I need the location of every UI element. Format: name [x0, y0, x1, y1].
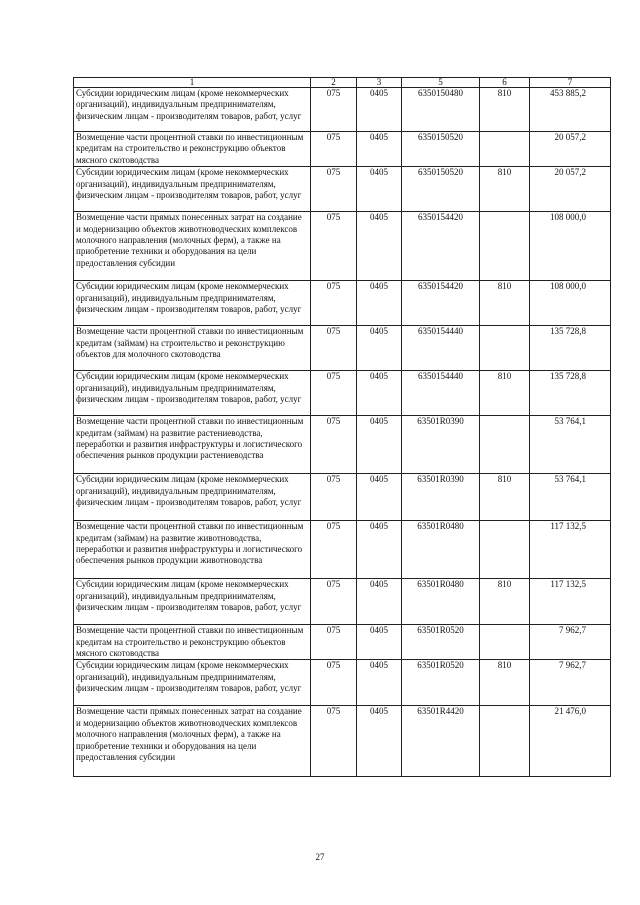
row-description: Субсидии юридическим лицам (кроме некоммерческих организаций), индивидуальным предпринимателям, физическим лицам - производителям товаров, работ, услуг [74, 88, 311, 132]
row-code-6: 810 [480, 660, 530, 706]
row-code-6: 810 [480, 474, 530, 521]
row-code-5: 6350154420 [402, 212, 480, 281]
row-code-2: 075 [311, 416, 357, 474]
row-code-2: 075 [311, 212, 357, 281]
row-code-5: 63501R0520 [402, 660, 480, 706]
row-code-6 [480, 706, 530, 777]
table-row [74, 416, 611, 474]
row-code-5: 63501R0480 [402, 521, 480, 579]
row-code-3: 0405 [357, 167, 402, 212]
table-row [74, 88, 611, 132]
row-code-5: 63501R0520 [402, 625, 480, 660]
row-code-6: 810 [480, 579, 530, 625]
row-amount: 117 132,5 [530, 521, 611, 579]
row-code-6 [480, 521, 530, 579]
row-code-6: 810 [480, 88, 530, 132]
row-amount: 7 962,7 [530, 660, 611, 706]
row-amount: 108 000,0 [530, 281, 611, 326]
row-code-6: 810 [480, 371, 530, 416]
row-code-6: 810 [480, 281, 530, 326]
row-code-6: 810 [480, 167, 530, 212]
row-amount: 453 885,2 [530, 88, 611, 132]
row-code-2: 075 [311, 474, 357, 521]
row-code-3: 0405 [357, 521, 402, 579]
row-description: Возмещение части прямых понесенных затрат на создание и модернизацию объектов животноводческих комплексов молочного направления (молочных ферм), а также на приобретение техники и оборудования на цели предоставления субсидии [74, 706, 311, 777]
column-header-3: 3 [357, 78, 402, 88]
table-row [74, 474, 611, 521]
row-description: Возмещение части процентной ставки по инвестиционным кредитам (займам) на строительство и реконструкцию объектов для молочного скотоводства [74, 326, 311, 371]
row-description: Субсидии юридическим лицам (кроме некоммерческих организаций), индивидуальным предпринимателям, физическим лицам - производителям товаров, работ, услуг [74, 474, 311, 521]
row-code-2: 075 [311, 326, 357, 371]
row-code-2: 075 [311, 371, 357, 416]
column-header-7: 7 [530, 78, 611, 88]
row-code-2: 075 [311, 167, 357, 212]
row-amount: 108 000,0 [530, 212, 611, 281]
row-code-2: 075 [311, 706, 357, 777]
table-row [74, 212, 611, 281]
row-code-2: 075 [311, 281, 357, 326]
row-code-5: 63501R0390 [402, 416, 480, 474]
row-description: Возмещение части процентной ставки по инвестиционным кредитам (займам) на развитие животноводства, переработки и развития инфраструктуры и логистического обеспечения рынков продукции животноводства [74, 521, 311, 579]
row-amount: 117 132,5 [530, 579, 611, 625]
row-code-2: 075 [311, 88, 357, 132]
row-description: Субсидии юридическим лицам (кроме некоммерческих организаций), индивидуальным предпринимателям, физическим лицам - производителям товаров, работ, услуг [74, 167, 311, 212]
table-header-row [74, 78, 611, 88]
row-code-3: 0405 [357, 579, 402, 625]
row-description: Возмещение части процентной ставки по инвестиционным кредитам на строительство и реконструкцию объектов мясного скотоводства [74, 132, 311, 167]
table-row [74, 167, 611, 212]
row-code-5: 6350150480 [402, 88, 480, 132]
budget-table [73, 77, 611, 777]
row-amount: 53 764,1 [530, 416, 611, 474]
table-row [74, 521, 611, 579]
row-description: Субсидии юридическим лицам (кроме некоммерческих организаций), индивидуальным предпринимателям, физическим лицам - производителям товаров, работ, услуг [74, 281, 311, 326]
row-code-2: 075 [311, 625, 357, 660]
row-description: Субсидии юридическим лицам (кроме некоммерческих организаций), индивидуальным предпринимателям, физическим лицам - производителям товаров, работ, услуг [74, 660, 311, 706]
row-description: Субсидии юридическим лицам (кроме некоммерческих организаций), индивидуальным предпринимателям, физическим лицам - производителям товаров, работ, услуг [74, 579, 311, 625]
row-code-3: 0405 [357, 281, 402, 326]
row-description: Возмещение части прямых понесенных затрат на создание и модернизацию объектов животноводческих комплексов молочного направления (молочных ферм), а также на приобретение техники и оборудования на цели предоставления субсидии [74, 212, 311, 281]
row-code-3: 0405 [357, 660, 402, 706]
row-code-5: 6350154440 [402, 326, 480, 371]
table-row [74, 706, 611, 777]
row-code-6 [480, 326, 530, 371]
row-description: Возмещение части процентной ставки по инвестиционным кредитам (займам) на развитие растениеводства, переработки и развития инфраструктуры и логистического обеспечения рынков продукции растениеводства [74, 416, 311, 474]
row-code-3: 0405 [357, 212, 402, 281]
row-code-6 [480, 416, 530, 474]
row-code-6 [480, 132, 530, 167]
row-code-3: 0405 [357, 474, 402, 521]
row-code-2: 075 [311, 579, 357, 625]
row-code-3: 0405 [357, 371, 402, 416]
column-header-5: 5 [402, 78, 480, 88]
row-code-5: 6350154440 [402, 371, 480, 416]
row-code-3: 0405 [357, 132, 402, 167]
row-description: Субсидии юридическим лицам (кроме некоммерческих организаций), индивидуальным предпринимателям, физическим лицам - производителям товаров, работ, услуг [74, 371, 311, 416]
row-code-2: 075 [311, 660, 357, 706]
column-header-1: 1 [74, 78, 311, 88]
row-code-5: 6350150520 [402, 132, 480, 167]
row-amount: 7 962,7 [530, 625, 611, 660]
row-code-5: 6350150520 [402, 167, 480, 212]
table-row [74, 132, 611, 167]
table-row [74, 371, 611, 416]
row-code-2: 075 [311, 132, 357, 167]
row-code-5: 63501R4420 [402, 706, 480, 777]
row-amount: 20 057,2 [530, 132, 611, 167]
row-code-6 [480, 625, 530, 660]
row-amount: 53 764,1 [530, 474, 611, 521]
row-code-3: 0405 [357, 326, 402, 371]
table-row [74, 660, 611, 706]
row-amount: 21 476,0 [530, 706, 611, 777]
row-amount: 135 728,8 [530, 326, 611, 371]
row-code-5: 6350154420 [402, 281, 480, 326]
row-code-3: 0405 [357, 88, 402, 132]
row-code-3: 0405 [357, 706, 402, 777]
row-code-2: 075 [311, 521, 357, 579]
table-row [74, 281, 611, 326]
row-description: Возмещение части процентной ставки по инвестиционным кредитам на строительство и реконструкцию объектов мясного скотоводства [74, 625, 311, 660]
table-row [74, 579, 611, 625]
row-code-5: 63501R0390 [402, 474, 480, 521]
page-number: 27 [315, 852, 325, 862]
table-row [74, 326, 611, 371]
column-header-6: 6 [480, 78, 530, 88]
row-code-5: 63501R0480 [402, 579, 480, 625]
row-code-3: 0405 [357, 416, 402, 474]
table-row [74, 625, 611, 660]
column-header-2: 2 [311, 78, 357, 88]
row-amount: 135 728,8 [530, 371, 611, 416]
row-code-6 [480, 212, 530, 281]
row-amount: 20 057,2 [530, 167, 611, 212]
row-code-3: 0405 [357, 625, 402, 660]
